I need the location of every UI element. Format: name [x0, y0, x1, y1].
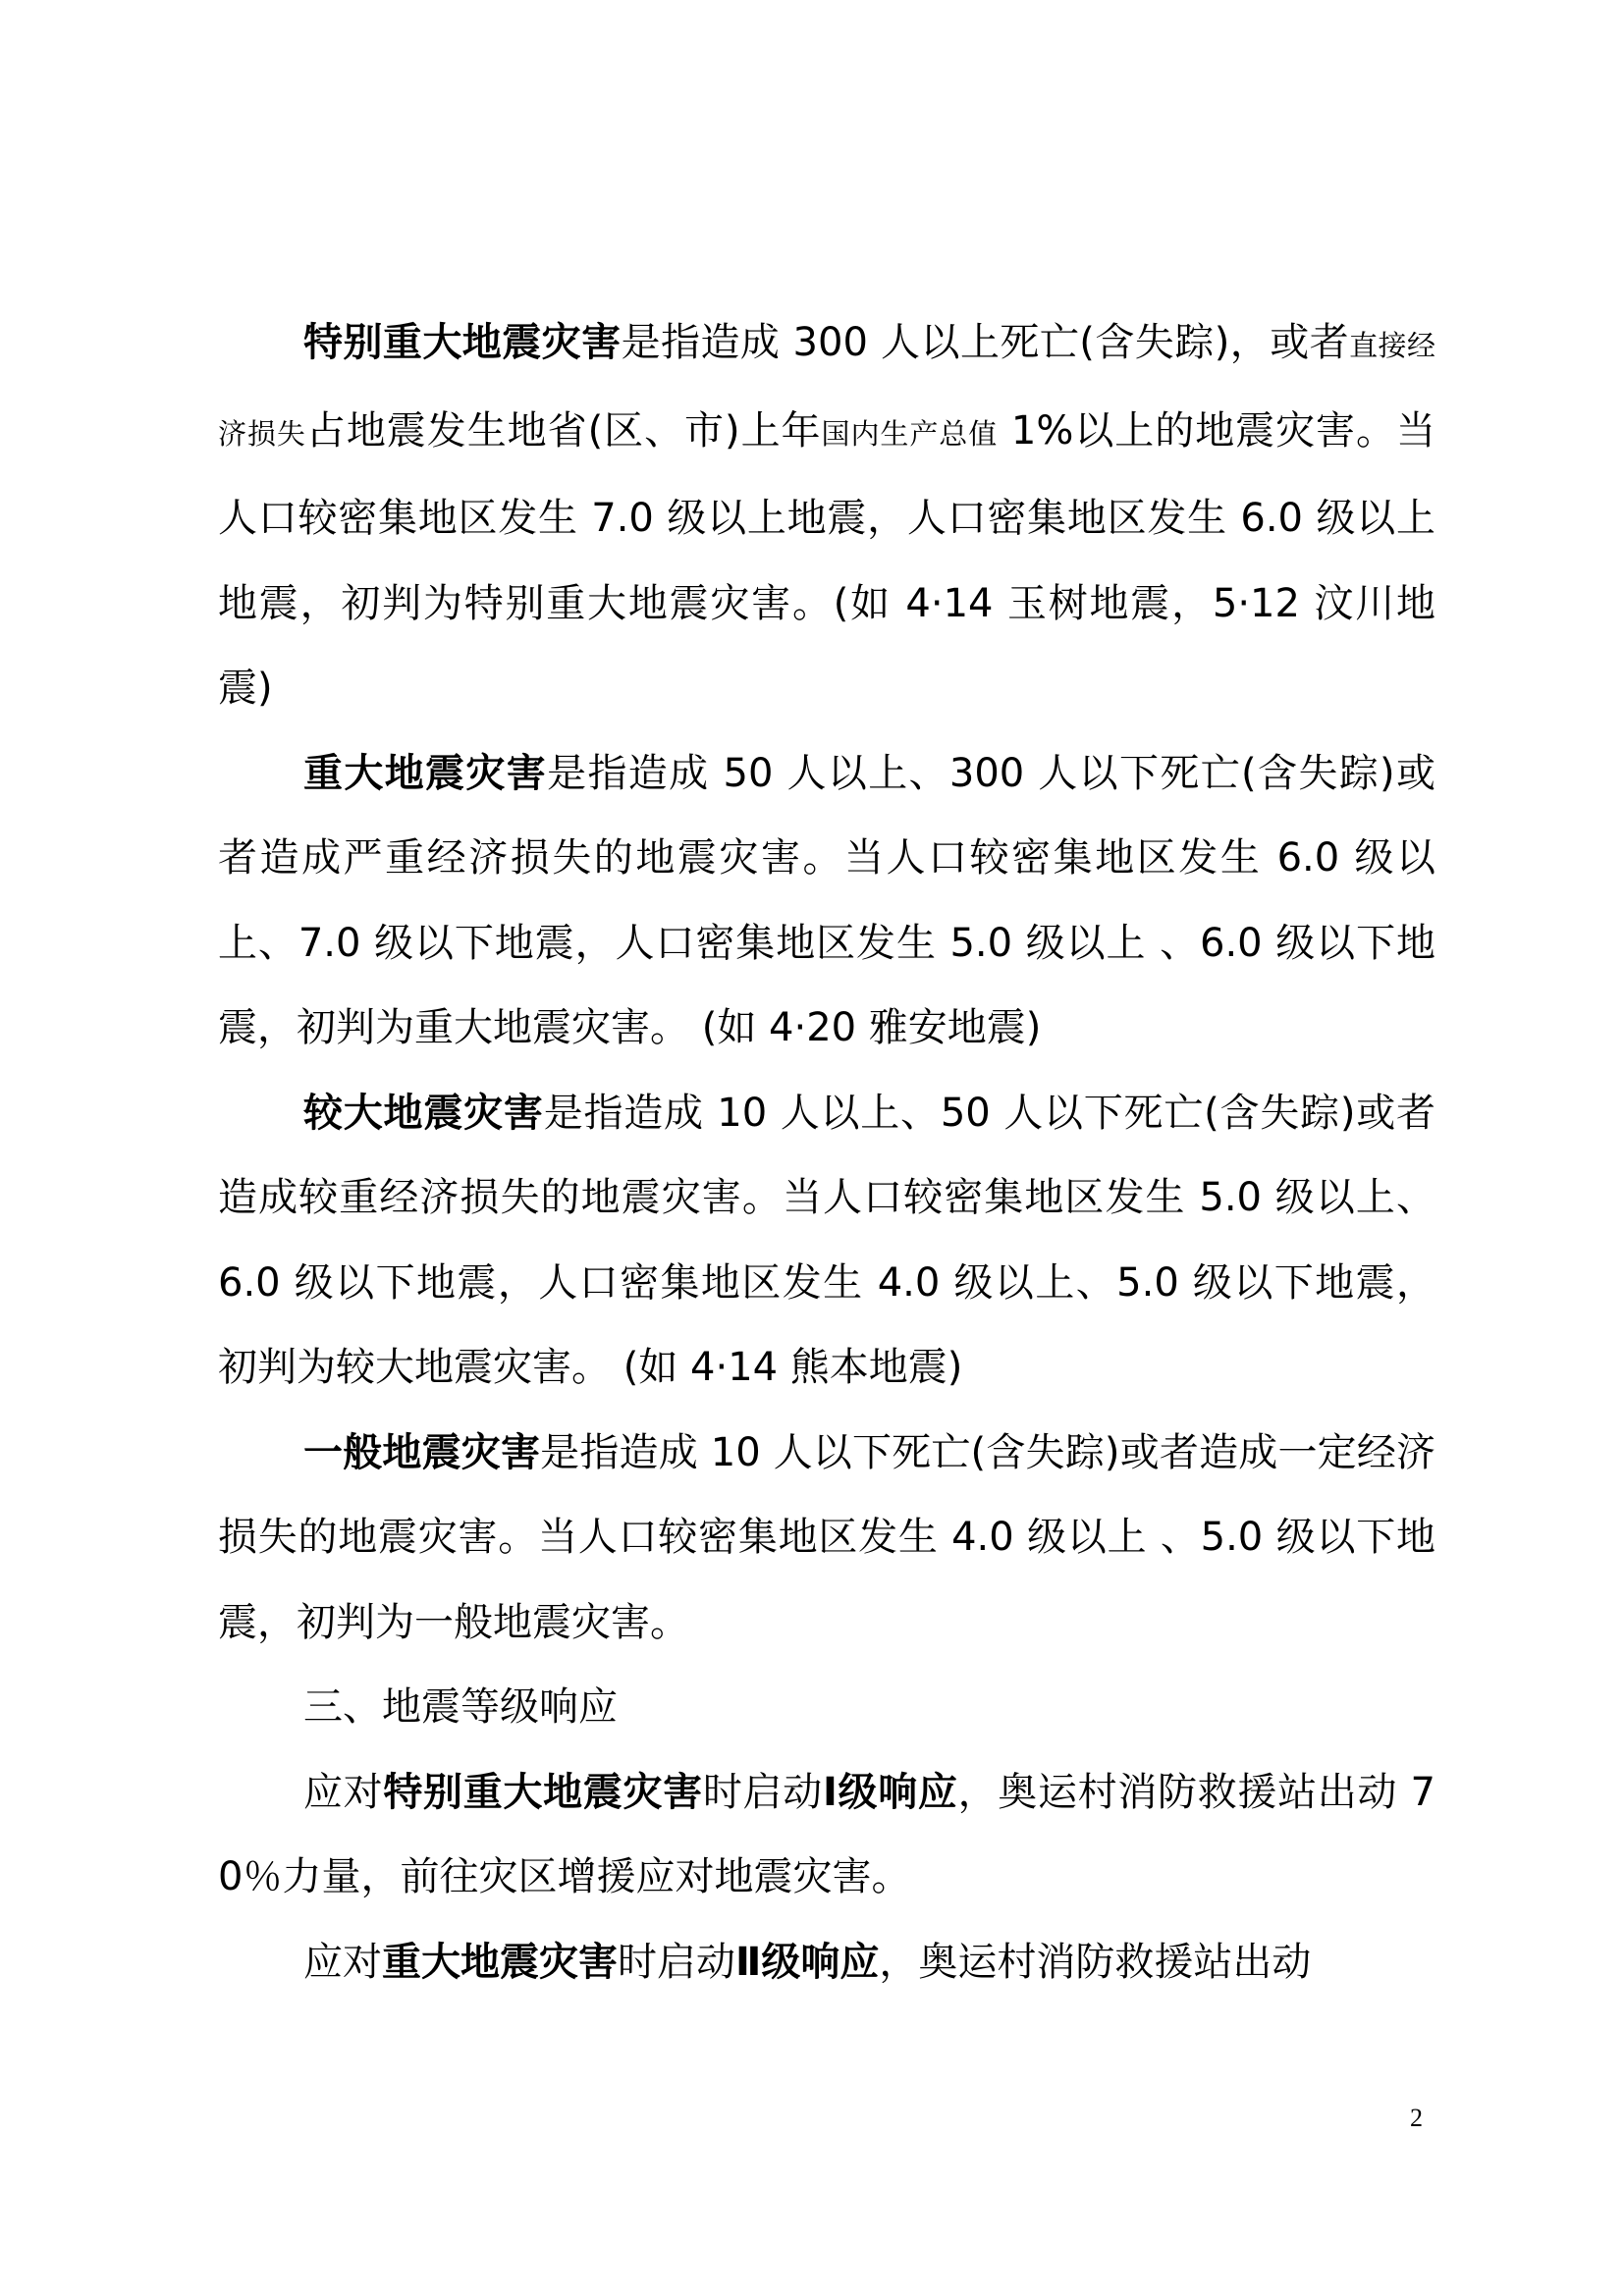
paragraph-larger-disaster [218, 1071, 1435, 1411]
response-level-2 [218, 1920, 1435, 2005]
paragraph-general-disaster [218, 1411, 1435, 1666]
response-disaster-term: 重大地震灾害 [382, 1939, 618, 1985]
section-heading: 三、地震等级响应 [303, 1684, 618, 1730]
paragraph-text: 1%以上的地震灾害。当人口较密集地区发生 7.0 级以上地震，人口密集地区发生 6.0 级以上地震，初判为特别重大地震灾害。(如 4·14 玉树地震，5·12 汶川地震) [218, 407, 1435, 711]
term-general-disaster: 一般地震灾害 [303, 1429, 541, 1475]
term-extra-major-disaster: 特别重大地震灾害 [303, 320, 622, 365]
small-text-gdp: 国内生产总值 [821, 416, 999, 451]
term-major-disaster: 重大地震灾害 [303, 750, 548, 796]
paragraph-text: 是指造成 10 人以下死亡(含失踪)或者造成一定经济损失的地震灾害。当人口较密集地区发生 4.0 级以上 、5.0 级以下地震，初判为一般地震灾害。 [218, 1429, 1436, 1645]
small-text-direct-loss: 直接经济损失 [218, 329, 1435, 451]
paragraph-text: 占地震发生地省(区、市)上年 [305, 407, 822, 454]
paragraph-extra-major-disaster [218, 300, 1435, 731]
response-disaster-term: 特别重大地震灾害 [383, 1769, 703, 1815]
term-larger-disaster: 较大地震灾害 [303, 1090, 544, 1136]
paragraph-text: 是指造成 300 人以上死亡(含失踪)，或者 [621, 320, 1350, 365]
response-middle: 时启动 [702, 1769, 823, 1815]
paragraph-major-disaster [218, 731, 1435, 1071]
response-level-label: Ⅱ级响应 [735, 1939, 880, 1985]
response-level-label: Ⅰ级响应 [822, 1769, 958, 1815]
response-level-1 [218, 1750, 1435, 1920]
response-suffix: ，奥运村消防救援站出动 70％力量，前往灾区增援应对地震灾害。 [218, 1769, 1435, 1899]
document-page [218, 300, 1435, 2004]
response-prefix: 应对 [303, 1769, 384, 1815]
response-prefix: 应对 [303, 1939, 382, 1985]
paragraph-text: 是指造成 10 人以上、50 人以下死亡(含失踪)或者造成较重经济损失的地震灾害。当人口较密集地区发生 5.0 级以上、6.0 级以下地震，人口密集地区发生 4.0 级以上、5.0 级以下地震，初判为较大地震灾害。 (如 4·14 熊本地震) [218, 1090, 1436, 1390]
response-suffix: ，奥运村消防救援站出动 [879, 1939, 1312, 1985]
page-number: 2 [1410, 2104, 1423, 2132]
paragraph-text: 是指造成 50 人以上、300 人以下死亡(含失踪)或者造成严重经济损失的地震灾害。当人口较密集地区发生 6.0 级以上、7.0 级以下地震，人口密集地区发生 5.0 级以上 、6.0 级以下地震，初判为重大地震灾害。 (如 4·20 雅安地震) [218, 750, 1435, 1050]
response-middle: 时启动 [618, 1939, 735, 1985]
